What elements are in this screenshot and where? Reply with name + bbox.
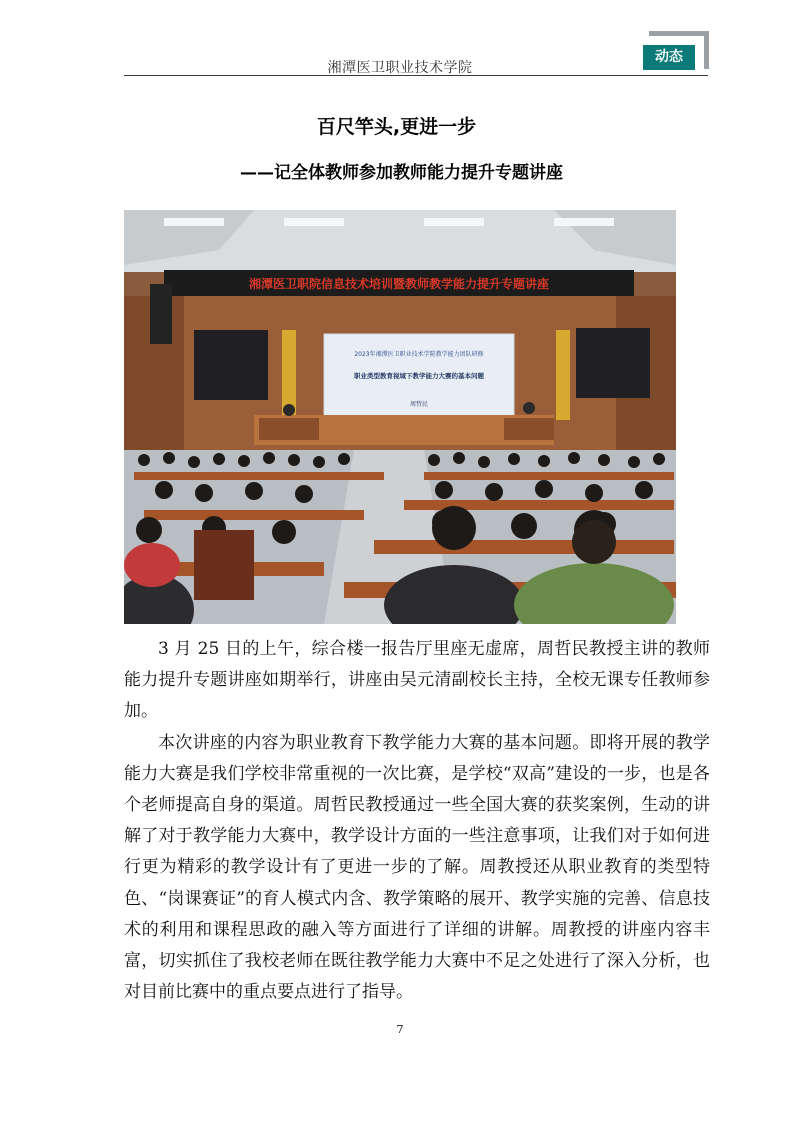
header-divider — [124, 75, 708, 76]
banner-text: 湘潭医卫职院信息技术培训暨教师教学能力提升专题讲座 — [248, 277, 550, 291]
page-number: 7 — [396, 1023, 404, 1036]
screen-presenter: 周哲民 — [409, 401, 429, 408]
article-body — [124, 634, 710, 1008]
article-title: 百尺竿头,更进一步 — [316, 116, 477, 138]
paragraph-1: 3 月 25 日的上午，综合楼一报告厅里座无虚席，周哲民教授主讲的教师能力提升专题讲座如期举行，讲座由吴元清副校长主持，全校无课专任教师参加。 — [124, 639, 710, 722]
screen-line-1: 2023年湘潭医卫职业技术学院教学能力团队研修 — [354, 351, 484, 358]
article-subtitle: ——记全体教师参加教师能力提升专题讲座 — [240, 163, 563, 183]
screen-line-2: 职业类型教育视域下教学能力大赛的基本问题 — [354, 372, 484, 380]
paragraph-2: 本次讲座的内容为职业教育下教学能力大赛的基本问题。即将开展的教学能力大赛是我们学校非常重视的一次比赛，是学校“双高”建设的一步，也是各个老师提高自身的渠道。周哲民教授通过一些全国大赛的获奖案例，生动的讲解了对于教学能力大赛中，教学设计方面的一些注意事项，让我们对于如何进行更为精彩的教学设计有了更进一步的了解。周教授还从职业教育的类型特色、“岗课赛证”的育人模式内含、教学策略的展开、教学实施的完善、信息技术的利用和课程思政的融入等方面进行了详细的讲解。周教授的讲座内容丰富，切实抓住了我校老师在既往教学能力大赛中不足之处进行了深入分析，也对目前比赛中的重点要点进行了指导。 — [124, 732, 710, 1003]
section-badge: 动态 — [643, 45, 695, 70]
lecture-photo — [124, 210, 676, 624]
header-institution-name: 湘潭医卫职业技术学院 — [327, 60, 473, 76]
